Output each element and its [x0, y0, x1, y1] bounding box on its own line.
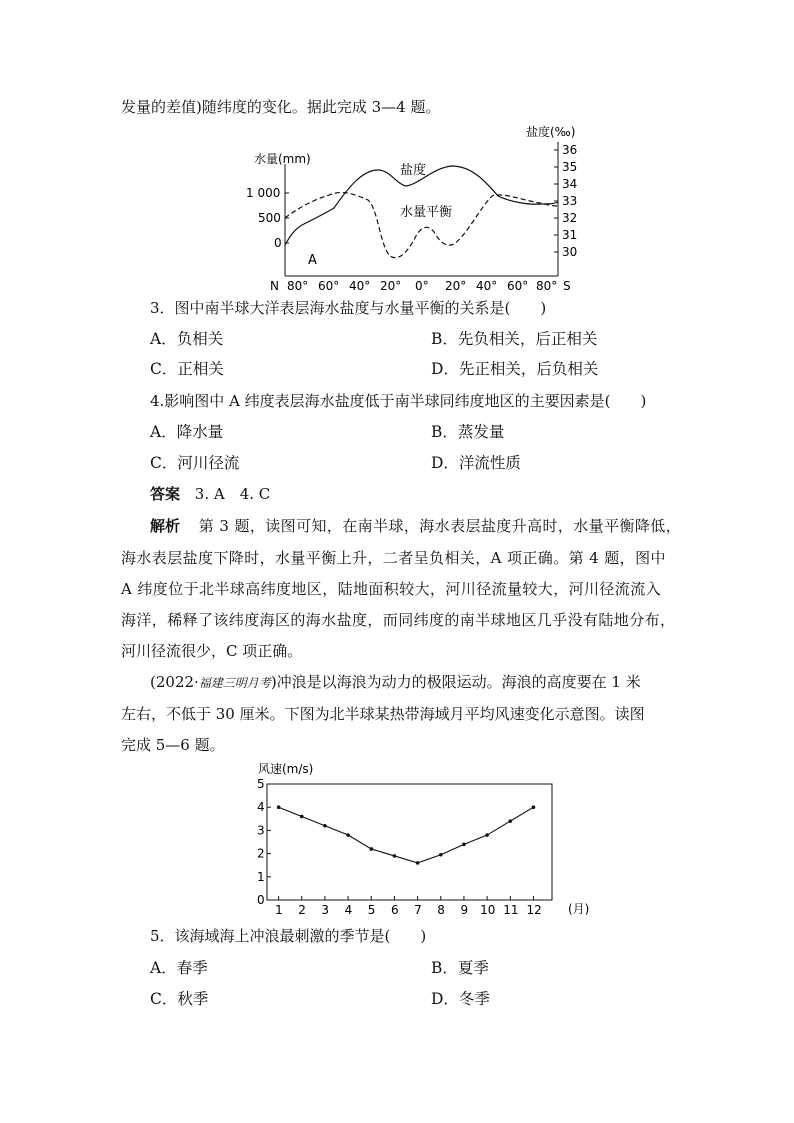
wind-x-tick-label: 12 — [526, 903, 542, 917]
wind-speed-line — [279, 807, 534, 863]
q3-option-d[interactable]: D．先正相关，后负相关 — [431, 360, 599, 378]
q4-option-d[interactable]: D．洋流性质 — [431, 454, 521, 472]
wind-y-tick-label: 4 — [257, 800, 265, 815]
analysis-line-1: 解析 第 3 题，读图可知，在南半球，海水表层盐度升高时，水量平衡降低， — [150, 517, 682, 535]
chart1-right-tick: 33 — [562, 194, 578, 208]
chart1-right-tick: 36 — [562, 143, 578, 157]
wind-y-tick-label: 1 — [257, 869, 265, 884]
wind-x-tick-label: 4 — [344, 903, 353, 917]
answer-label: 答案 — [150, 485, 181, 503]
chart1-right-tick: 35 — [562, 160, 578, 174]
chart1-left-tick: 500 — [258, 211, 281, 225]
chart1-x-tick: 20° — [445, 279, 467, 293]
wind-x-tick-label: 9 — [460, 903, 469, 917]
wind-y-label: 风速(m/s) — [258, 762, 314, 776]
passage2-source: 福建三明月考 — [198, 676, 271, 690]
salinity-label: 盐度 — [400, 163, 427, 178]
wind-data-point — [369, 847, 373, 851]
answer-row — [150, 484, 270, 504]
wind-x-label: (月) — [568, 902, 590, 916]
wind-data-point — [485, 833, 489, 837]
q3-stem: 3．图中南半球大洋表层海水盐度与水量平衡的关系是( ) — [150, 299, 547, 317]
answer-text: 3. A 4. C — [194, 485, 271, 503]
wind-data-point — [508, 819, 512, 823]
wind-data-point — [323, 824, 327, 828]
wind-x-tick-label: 7 — [414, 903, 422, 917]
q3-option-a[interactable]: A．负相关 — [150, 330, 224, 348]
q4-stem: 4.影响图中 A 纬度表层海水盐度低于南半球同纬度地区的主要因素是( ) — [150, 392, 647, 410]
wind-data-point — [532, 805, 536, 809]
chart1-x-tick: 20° — [380, 279, 402, 293]
wind-x-tick-label: 2 — [298, 903, 306, 917]
chart1-right-tick: 34 — [562, 177, 578, 191]
q4-option-a[interactable]: A．降水量 — [150, 423, 224, 441]
water-balance-label: 水量平衡 — [400, 205, 453, 220]
wind-x-tick-label: 6 — [390, 903, 399, 917]
chart1-x-tick: 60° — [507, 279, 529, 293]
chart1-y-left-label: 水量(mm) — [254, 152, 311, 166]
chart1-x-tick: 60° — [318, 279, 340, 293]
chart1-right-tick: 31 — [562, 228, 578, 242]
q3-option-b[interactable]: B．先负相关，后正相关 — [431, 330, 598, 348]
chart1-x-tick: N — [270, 279, 279, 293]
point-a-label: A — [308, 253, 317, 268]
analysis-line-5: 河川径流很少，C 项正确。 — [121, 642, 303, 660]
q5-option-c[interactable]: C．秋季 — [150, 990, 209, 1008]
wind-data-point — [393, 854, 397, 858]
chart1-x-tick: 40° — [349, 279, 371, 293]
wind-x-tick-label: 1 — [275, 903, 283, 917]
chart1-x-tick: 80° — [287, 279, 309, 293]
wind-x-tick-label: 10 — [480, 903, 496, 917]
wind-plot-frame — [267, 784, 552, 900]
analysis-line-3: A 纬度位于北半球高纬度地区，陆地面积较大，河川径流量较大，河川径流流入 — [121, 580, 662, 598]
wind-x-tick-label: 8 — [437, 903, 445, 917]
chart1-x-tick: 80° — [536, 279, 558, 293]
q5-option-a[interactable]: A．春季 — [150, 959, 208, 977]
q5-option-b[interactable]: B．夏季 — [431, 959, 489, 977]
wind-x-tick-label: 11 — [503, 903, 519, 917]
salinity-water-balance-chart — [240, 118, 590, 293]
wind-y-tick-label: 5 — [257, 777, 265, 791]
wind-data-point — [277, 805, 281, 809]
chart1-x-tick: 40° — [476, 279, 498, 293]
passage2-line-1: (2022·福建三明月考)冲浪是以海浪为动力的极限运动。海浪的高度要在 1 米 — [150, 673, 641, 691]
wind-data-point — [300, 815, 304, 819]
wind-data-point — [439, 853, 443, 857]
q4-option-b[interactable]: B．蒸发量 — [431, 423, 505, 441]
wind-data-point — [462, 843, 466, 847]
wind-data-point — [416, 861, 420, 865]
wind-data-point — [346, 833, 350, 837]
q5-option-d[interactable]: D．冬季 — [431, 990, 490, 1008]
chart1-right-tick: 32 — [562, 211, 578, 225]
analysis-label: 解析 — [150, 517, 181, 535]
chart1-x-tick: 0° — [415, 279, 429, 293]
q3-option-c[interactable]: C．正相关 — [150, 360, 224, 378]
passage2-line-2: 左右，不低于 30 厘米。下图为北半球某热带海域月平均风速变化示意图。读图 — [121, 705, 645, 723]
chart1-y-right-label: 盐度(‰) — [526, 125, 576, 139]
chart1-left-tick: 0 — [274, 236, 282, 250]
analysis-line-4: 海洋，稀释了该纬度海区的海水盐度，而同纬度的南半球地区几乎没有陆地分布， — [121, 611, 676, 629]
wind-y-tick-label: 2 — [257, 846, 265, 861]
chart1-x-tick: S — [563, 279, 571, 293]
wind-x-tick-label: 3 — [321, 903, 330, 917]
wind-y-tick-label: 0 — [257, 893, 265, 907]
wind-x-tick-label: 5 — [367, 903, 376, 917]
intro-text: 发量的差值)随纬度的变化。据此完成 3—4 题。 — [121, 98, 441, 116]
wind-y-tick-label: 3 — [257, 823, 265, 838]
passage2-line-3: 完成 5—6 题。 — [121, 736, 225, 754]
wind-speed-chart — [250, 758, 610, 920]
chart1-right-tick: 30 — [562, 245, 578, 259]
analysis-line-2: 海水表层盐度下降时，水量平衡上升，二者呈负相关，A 项正确。第 4 题，图中 — [121, 549, 666, 567]
chart1-left-tick: 1 000 — [246, 186, 281, 200]
q4-option-c[interactable]: C．河川径流 — [150, 454, 240, 472]
q5-stem: 5．该海域海上冲浪最刺激的季节是( ) — [150, 927, 427, 945]
